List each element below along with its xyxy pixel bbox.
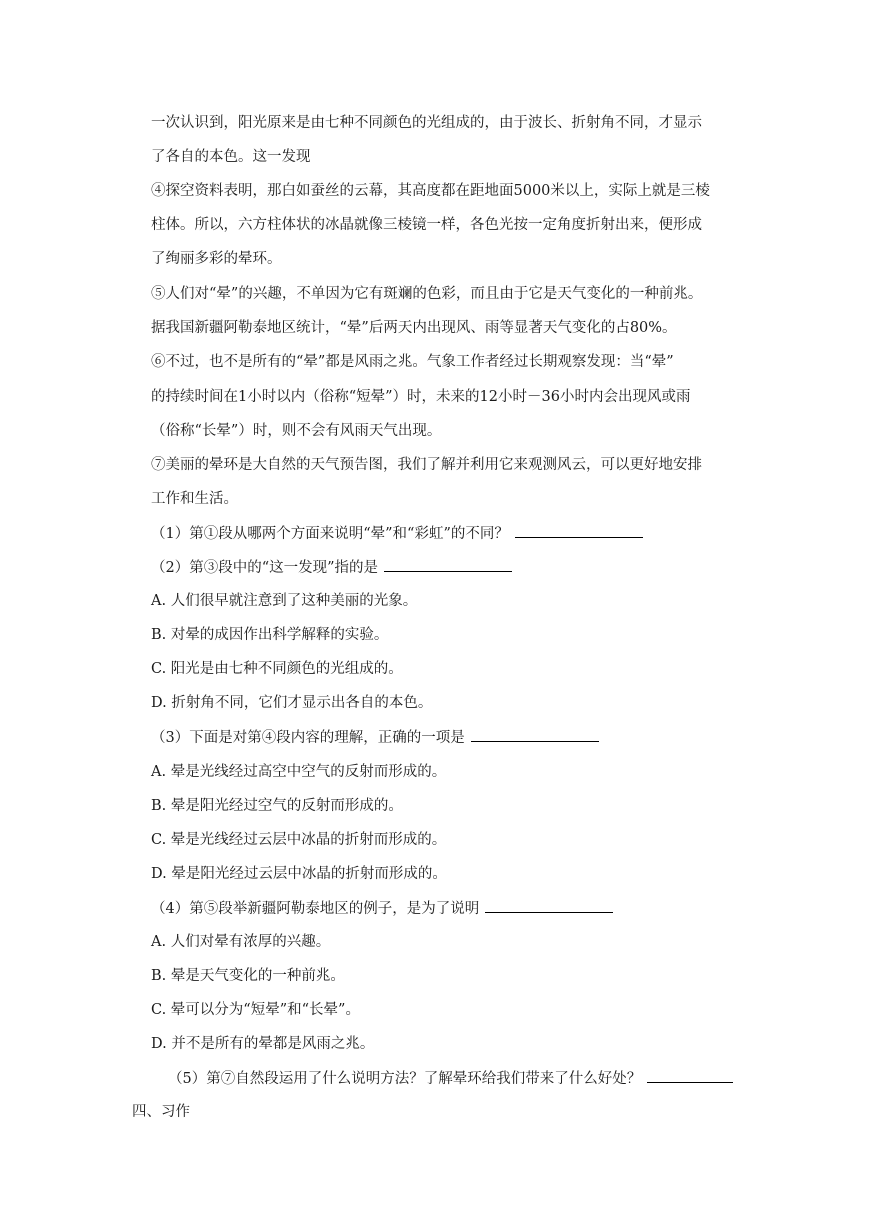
passage-line: 柱体。所以，六方柱体状的冰晶就像三棱镜一样，各色光按一定角度折射出来，便形成 <box>151 217 702 233</box>
question-1 <box>151 523 643 544</box>
option-a: A. 晕是光线经过高空中空气的反射而形成的。 <box>151 764 447 780</box>
answer-blank-4[interactable] <box>485 898 613 913</box>
option-c: C. 阳光是由七种不同颜色的光组成的。 <box>151 661 403 677</box>
answer-blank-1[interactable] <box>515 523 643 538</box>
option-b: B. 晕是天气变化的一种前兆。 <box>151 968 345 984</box>
passage-line: 工作和生活。 <box>151 491 238 507</box>
option-b: B. 晕是阳光经过空气的反射而形成的。 <box>151 798 403 814</box>
section-heading: 四、习作 <box>132 1104 190 1120</box>
question-2 <box>151 557 512 578</box>
answer-blank-3[interactable] <box>471 727 599 742</box>
question-2-text: （2）第③段中的“这一发现”指的是 <box>151 560 379 576</box>
answer-blank-5[interactable] <box>647 1068 733 1083</box>
option-c: C. 晕是光线经过云层中冰晶的折射而形成的。 <box>151 832 447 848</box>
question-5-text: （5）第⑦自然段运用了什么说明方法？了解晕环给我们带来了什么好处？ <box>168 1071 642 1087</box>
question-3 <box>151 727 599 748</box>
answer-blank-2[interactable] <box>384 557 512 572</box>
option-b: B. 对晕的成因作出科学解释的实验。 <box>151 627 389 643</box>
passage-line: 一次认识到，阳光原来是由七种不同颜色的光组成的，由于波长、折射角不同，才显示 <box>151 115 702 131</box>
passage-line: 据我国新疆阿勒泰地区统计，“晕”后两天内出现风、雨等显著天气变化的占80%。 <box>151 320 677 336</box>
paragraph-4-line: ④探空资料表明，那白如蚕丝的云幕，其高度都在距地面5000米以上，实际上就是三棱 <box>151 183 710 199</box>
question-5 <box>168 1068 733 1089</box>
option-d: D. 晕是阳光经过云层中冰晶的折射而形成的。 <box>151 866 447 882</box>
paragraph-7-line: ⑦美丽的晕环是大自然的天气预告图，我们了解并利用它来观测风云，可以更好地安排 <box>151 457 702 473</box>
option-d: D. 并不是所有的晕都是风雨之兆。 <box>151 1036 375 1052</box>
passage-line: （俗称“长晕”）时，则不会有风雨天气出现。 <box>151 423 442 439</box>
passage-line: 了各自的本色。这一发现 <box>151 149 311 165</box>
passage-line: 了绚丽多彩的晕环。 <box>151 251 282 267</box>
question-4 <box>151 898 613 919</box>
passage-line: 的持续时间在1小时以内（俗称“短晕”）时，未来的12小时－36小时内会出现风或雨 <box>151 389 691 405</box>
option-a: A. 人们很早就注意到了这种美丽的光象。 <box>151 593 418 609</box>
paragraph-6-line: ⑥不过，也不是所有的“晕”都是风雨之兆。气象工作者经过长期观察发现：当“晕” <box>151 354 674 370</box>
question-4-text: （4）第⑤段举新疆阿勒泰地区的例子，是为了说明 <box>151 901 480 917</box>
option-a: A. 人们对晕有浓厚的兴趣。 <box>151 934 331 950</box>
question-3-text: （3）下面是对第④段内容的理解，正确的一项是 <box>151 730 465 746</box>
question-1-text: （1）第①段从哪两个方面来说明“晕”和“彩虹”的不同？ <box>151 526 509 542</box>
paragraph-5-line: ⑤人们对“晕”的兴趣，不单因为它有斑斓的色彩，而且由于它是天气变化的一种前兆。 <box>151 286 703 302</box>
option-c: C. 晕可以分为“短晕”和“长晕”。 <box>151 1002 360 1018</box>
option-d: D. 折射角不同，它们才显示出各自的本色。 <box>151 695 433 711</box>
